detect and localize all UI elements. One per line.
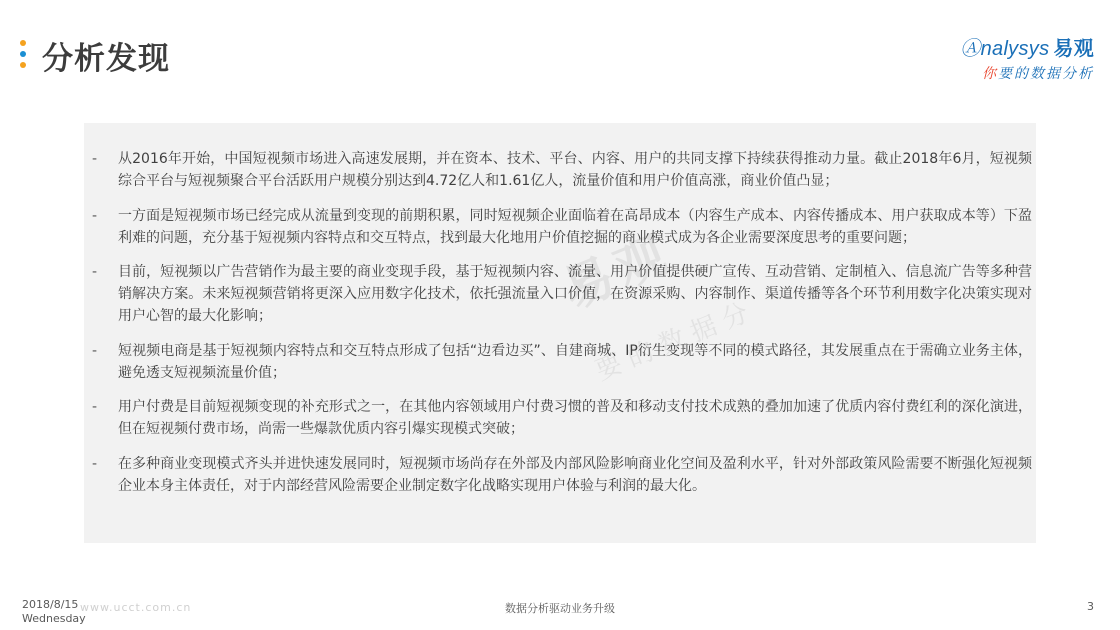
logo-brand-text: nalysys: [980, 38, 1050, 60]
finding-item-4: [92, 340, 1032, 384]
logo-tagline-rest: 要的数据分析: [998, 66, 1094, 82]
footer-date-value: 2018/8/15: [22, 598, 79, 611]
title-accent-dots: [20, 40, 26, 73]
finding-item-2: [92, 205, 1032, 249]
bullet-dash: -: [92, 207, 98, 224]
bullet-dash: -: [92, 264, 98, 280]
finding-text: 在多种商业变现模式齐头并进快速发展同时，短视频市场尚存在外部及内部风险影响商业化空间及盈利水平，针对外部政策风险需要不断强化短视频企业本身主体责任，对于内部经营风险需要企业制定数字化战略实现用户体验与利润的最大化。: [118, 455, 1032, 494]
page-title: 分析发现: [42, 41, 170, 77]
finding-item-3: [92, 261, 1032, 327]
finding-text: 一方面是短视频市场已经完成从流量到变现的前期积累，同时短视频企业面临着在高昂成本（内容生产成本、内容传播成本、用户获取成本等）下盈利难的问题，充分基于短视频内容特点和交互特点，找到最大化地用户价值挖掘的商业模式成为各企业需要深度思考的重要问题；: [118, 207, 1032, 246]
logo-tagline: [934, 63, 1094, 83]
finding-text: 用户付费是目前短视频变现的补充形式之一，在其他内容领域用户付费习惯的普及和移动支付技术成熟的叠加加速了优质内容付费红利的深化演进，但在短视频付费市场，尚需一些爆款优质内容引爆实现模式突破；: [118, 399, 1032, 437]
finding-item-5: [92, 396, 1032, 440]
finding-text: 短视频电商是基于短视频内容特点和交互特点形成了包括“边看边买”、自建商城、IP衍生变现等不同的模式路径，其发展重点在于需确立业务主体，避免透支短视频流量价值；: [118, 342, 1032, 381]
bullet-dash: -: [92, 151, 98, 167]
watermark-tagline: 要的数据分: [591, 295, 761, 387]
finding-item-6: [92, 453, 1032, 497]
logo-a-icon: Ⓐ: [960, 38, 981, 60]
finding-text: 目前，短视频以广告营销作为最主要的商业变现手段，基于短视频内容、流量、用户价值提供硬广宣传、互动营销、定制植入、信息流广告等多种营销解决方案。未来短视频营销将更深入应用数字化技术，依托强流量入口价值，在资源采购、内容制作、渠道传播等各个环节利用数字化决策实现对用户心智的最大化影响；: [118, 264, 1032, 324]
accent-dot-top: [20, 40, 26, 46]
finding-text: 从2016年开始，中国短视频市场进入高速发展期，并在资本、技术、平台、内容、用户的共同支撑下持续获得推动力量。截止2018年6月，短视频综合平台与短视频聚合平台活跃用户规模分别达到4.72亿人和1.61亿人，流量价值和用户价值高涨，商业价值凸显；: [118, 151, 1032, 189]
logo-tagline-first: 你: [982, 66, 998, 82]
logo-brand-cn: 易观: [1053, 38, 1094, 60]
page-number: 3: [1087, 600, 1094, 613]
bullet-dash: -: [92, 455, 98, 472]
logo-wordmark: [934, 32, 1094, 61]
footer-url-watermark: www.ucct.com.cn: [80, 601, 192, 614]
bullet-dash: -: [92, 399, 98, 415]
watermark-logo: 易观: [554, 223, 681, 320]
accent-dot-middle: [20, 51, 26, 57]
findings-list: [92, 148, 1032, 509]
finding-item-1: [92, 148, 1032, 192]
footer-weekday: Wednesday: [22, 612, 86, 625]
bullet-dash: -: [92, 342, 98, 359]
footer-slogan: 数据分析驱动业务升级: [505, 602, 615, 615]
accent-dot-bottom: [20, 62, 26, 68]
analysys-logo: [934, 32, 1094, 82]
